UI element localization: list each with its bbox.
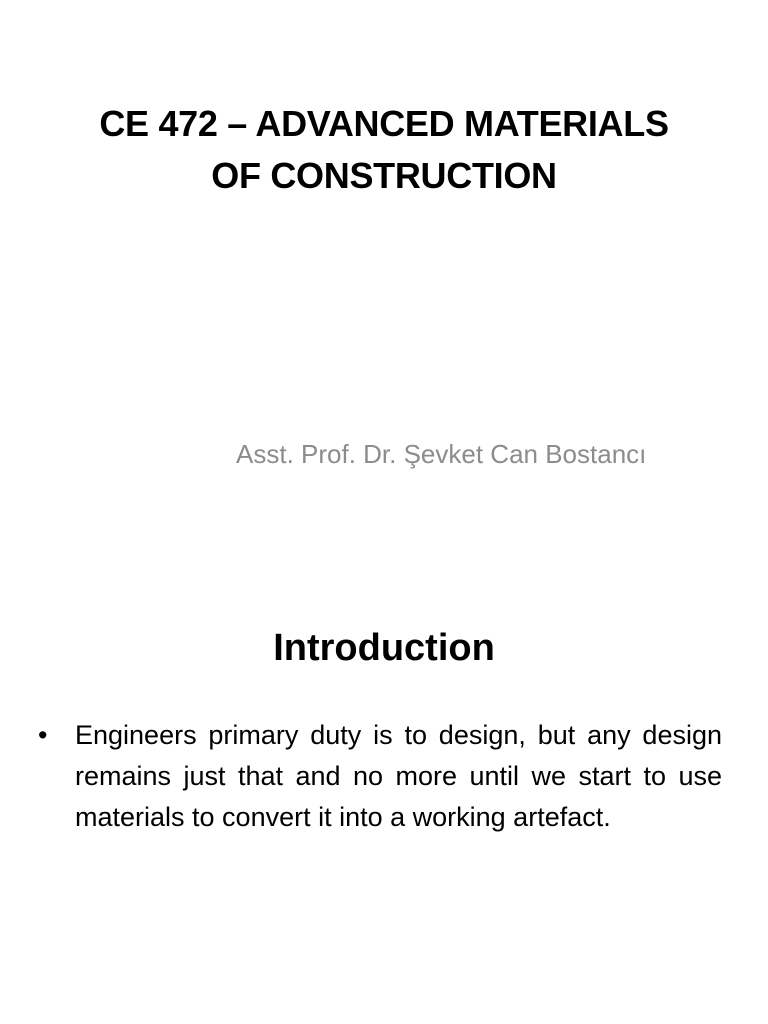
section-heading: Introduction: [273, 627, 495, 669]
bullet-list: [38, 715, 722, 838]
bullet-text: Engineers primary duty is to design, but any design remains just that and no more until we start to use materials to convert it into a working artefact.: [75, 720, 722, 832]
bullet-icon: •: [38, 720, 48, 750]
slide-title-line-2: OF CONSTRUCTION: [211, 155, 557, 196]
bullet-item: [38, 715, 722, 838]
slide-title: [20, 98, 748, 202]
slide-title-line-1: CE 472 – ADVANCED MATERIALS: [99, 103, 669, 144]
author-subtitle: Asst. Prof. Dr. Şevket Can Bostancı: [236, 439, 647, 469]
